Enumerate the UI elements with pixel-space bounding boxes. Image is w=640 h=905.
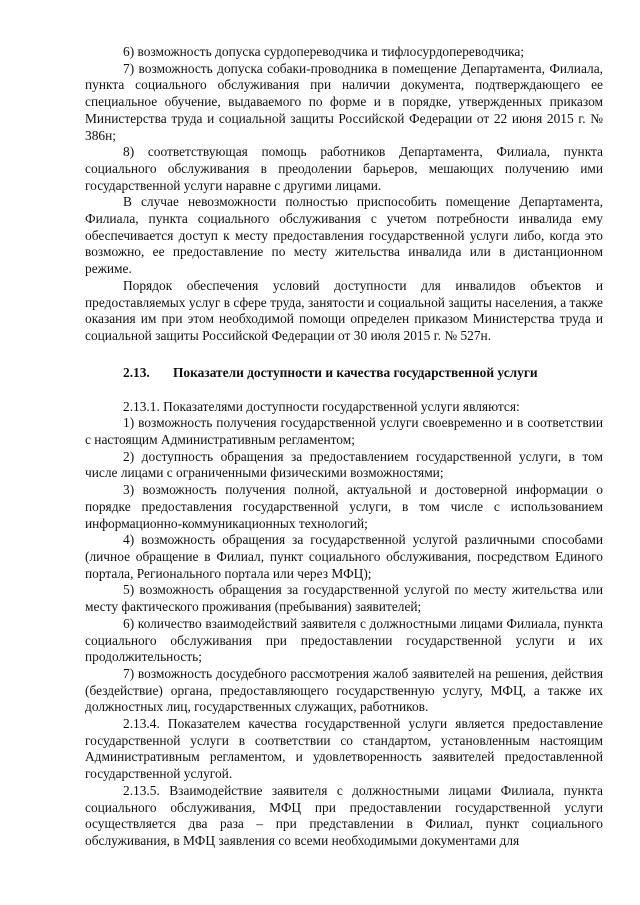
- paragraph-2-13-1: 2.13.1. Показателями доступности государственной услуги являются:: [123, 398, 520, 414]
- paragraph-2-13-5: 2.13.5. Взаимодействие заявителя с должностными лицами Филиала, пункта социального обслуживания, МФЦ при предоставлении государственной услуги осуществляется два раза – при представлении в Филиал, пункт социального обслуживания, в МФЦ заявления со всеми необходимыми документами для: [85, 782, 603, 848]
- paragraph-accessibility-order: Порядок обеспечения условий доступности для инвалидов объектов и предоставляемых услуг в сфере труда, занятости и социальной защиты населения, а также оказания им при этом необходимой помощи определен приказом Министерства труда и социальной защиты Российской Федерации от 30 июля 2015 г. № 527н.: [85, 277, 603, 343]
- list-item-7: 7) возможность досудебного рассмотрения жалоб заявителей на решения, действия (бездействие) органа, предоставляющего государственную услугу, МФЦ, а также их должностных лиц, государственных служащих, работников.: [85, 665, 603, 715]
- paragraph-2-13-4: 2.13.4. Показателем качества государственной услуги является предоставление государственной услуги в соответствии со стандартом, установленным настоящим Административным регламентом, и удовлетворенность заявителей предоставленной государственной услугой.: [85, 716, 603, 782]
- list-item-5: 5) возможность обращения за государственной услугой по месту жительства или месту фактического проживания (пребывания) заявителей;: [85, 582, 603, 615]
- list-item-1: 1) возможность получения государственной услуги своевременно и в соответствии с настоящим Административным регламентом;: [85, 415, 603, 448]
- list-item-6: 6) количество взаимодействий заявителя с должностными лицами Филиала, пункта социального обслуживания при предоставлении государственной услуги и их продолжительность;: [85, 615, 603, 665]
- list-item-4: 4) возможность обращения за государственной услугой различными способами (личное обращение в Филиал, пункт социального обслуживания, посредством Единого портала, Регионального портала или через МФЦ);: [85, 532, 603, 581]
- paragraph-remote-service: В случае невозможности полностью приспособить помещение Департамента, Филиала, пункта социального обслуживания с учетом потребности инвалида ему обеспечивается доступ к месту предоставления государственной услуги либо, когда это возможно, ее предоставление по месту жительства инвалида или в дистанционном режиме.: [85, 194, 603, 277]
- section-heading: [85, 364, 603, 381]
- paragraph-staff-assistance: 8) соответствующая помощь работников Департамента, Филиала, пункта социального обслуживания в преодолении барьеров, мешающих получению ими государственной услуги наравне с другими лицами.: [85, 144, 603, 193]
- list-item-3: 3) возможность получения полной, актуальной и достоверной информации о порядке предоставления государственной услуги, в том числе с использованием информационно-коммуникационных технологий;: [85, 482, 603, 531]
- document-page: [85, 44, 603, 850]
- section-number: 2.13.: [123, 364, 150, 380]
- paragraph-guide-dog: 7) возможность допуска собаки-проводника в помещение Департамента, Филиала, пункта социального обслуживания при наличии документа, подтверждающего ее специальное обучение, выдаваемого по форме и в порядке, утвержденных приказом Министерства труда и социальной защиты Российской Федерации от 22 июня 2015 г. № 386н;: [85, 60, 603, 143]
- section-title: Показатели доступности и качества государственной услуги: [173, 364, 538, 380]
- list-item-2: 2) доступность обращения за предоставлением государственной услуги, в том числе лицами с ограниченными физическими возможностями;: [85, 448, 603, 481]
- paragraph-sign-language: 6) возможность допуска сурдопереводчика и тифлосурдопереводчика;: [123, 44, 525, 59]
